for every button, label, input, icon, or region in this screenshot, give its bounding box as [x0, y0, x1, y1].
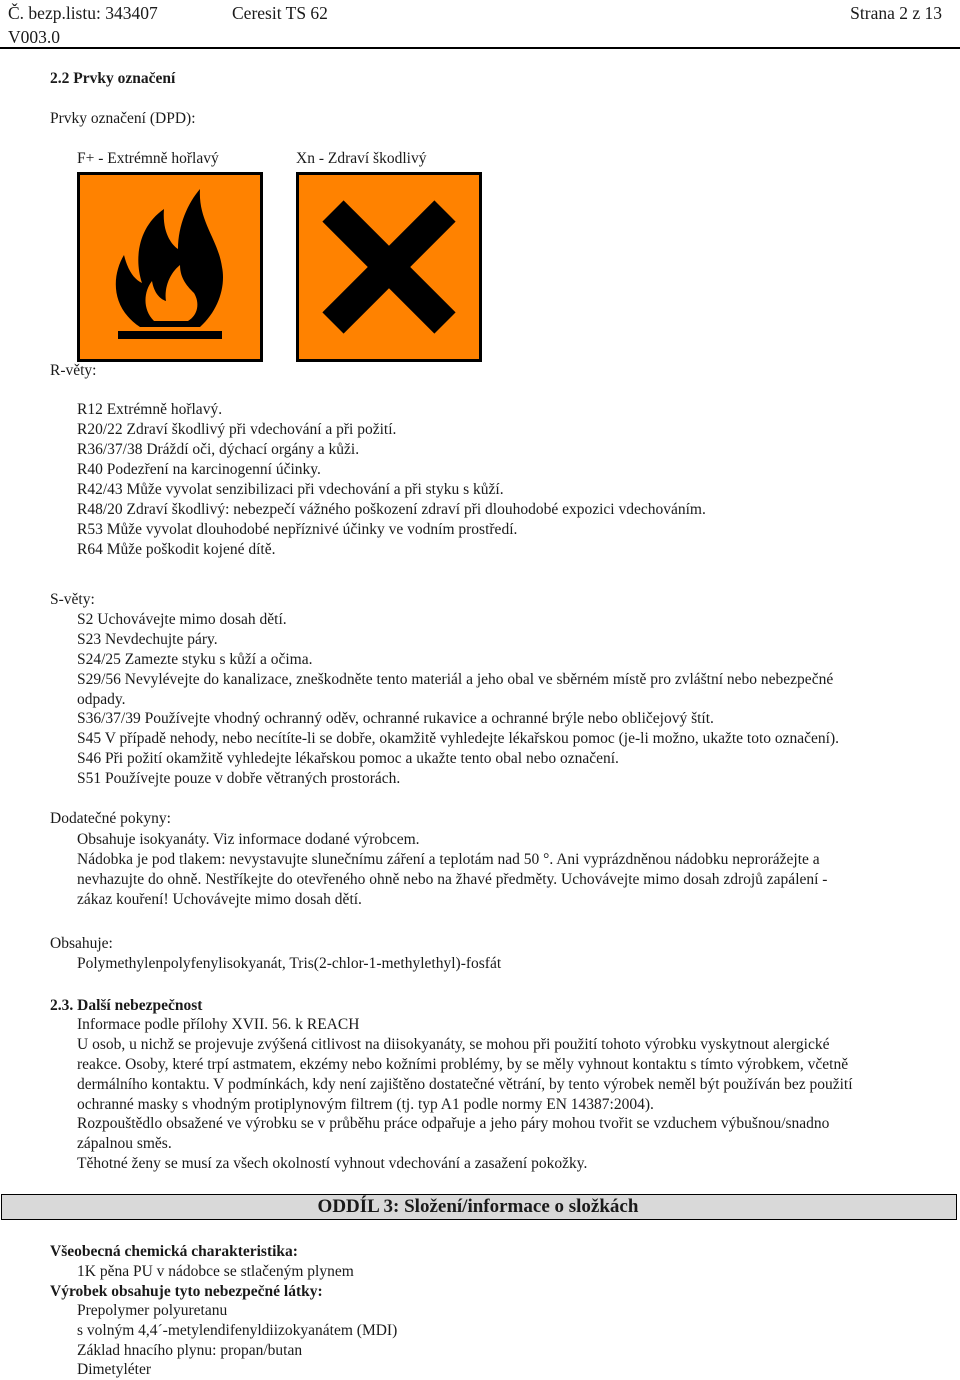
sds-number: Č. bezp.listu: 343407: [8, 3, 158, 23]
hazard-line: zápalnou směs.: [77, 1135, 172, 1152]
r-phrase-line: R53 Může vyvolat dlouhodobé nepříznivé účinky ve vodním prostředí.: [77, 521, 518, 538]
s-phrase-line: S45 V případě nehody, nebo necítíte-li se dobře, okamžitě vyhledejte lékařskou pomoc (je-li možno, ukažte toto označení).: [77, 730, 839, 747]
hazard-line: Informace podle přílohy XVII. 56. k REACH: [77, 1016, 360, 1033]
hazardous-substances-label: Výrobek obsahuje tyto nebezpečné látky:: [50, 1283, 323, 1300]
additional-line: zákaz kouření! Uchovávejte mimo dosah dětí.: [77, 891, 362, 908]
page-header: [8, 3, 942, 45]
dpd-label: Prvky označení (DPD):: [50, 110, 196, 127]
general-characteristics-label: Všeobecná chemická charakteristika:: [50, 1243, 298, 1260]
s-phrase-line: S2 Uchovávejte mimo dosah dětí.: [77, 611, 287, 628]
contains-line: Polymethylenpolyfenylisokyanát, Tris(2-chlor-1-methylethyl)-fosfát: [77, 955, 502, 972]
page-number: Strana 2 z 13: [850, 3, 942, 23]
hazard-line: Rozpouštědlo obsažené ve výrobku se v průběhu práce odpařuje a jeho páry mohou tvořit se vzduchem výbušnou/snadno: [77, 1115, 830, 1132]
r-phrase-line: R20/22 Zdraví škodlivý při vdechování a při požití.: [77, 421, 397, 438]
pictogram-label-flammable: F+ - Extrémně hořlavý: [77, 150, 219, 167]
additional-line: Nádobka je pod tlakem: nevystavujte slunečnímu záření a teplotám nad 50 °. Ani vyprázdněnou nádobku neprorážejte a: [77, 851, 820, 868]
s-phrases-label: S-věty:: [50, 591, 95, 608]
substance-line: Základ hnacího plynu: propan/butan: [77, 1342, 303, 1359]
substance-line: s volným 4,4´-metylendifenyldiizokyanátem (MDI): [77, 1322, 398, 1339]
hazard-line: reakce. Osoby, které trpí astmatem, ekzémy nebo kožními problémy, by se měly vyhnout kontaktu s tímto výrobkem, včetně: [77, 1056, 849, 1073]
s-phrase-line: S46 Při požití okamžitě vyhledejte lékařskou pomoc a ukažte tento obal nebo označení.: [77, 750, 619, 767]
hazard-line: U osob, u nichž se projevuje zvýšená citlivost na diisokyanáty, se mohou při použití tohoto výrobku vyskytnout alergické: [77, 1036, 830, 1053]
r-phrase-line: R42/43 Může vyvolat senzibilizaci při vdechování a při styku s kůží.: [77, 481, 504, 498]
product-name: Ceresit TS 62: [232, 3, 328, 23]
r-phrase-line: R12 Extrémně hořlavý.: [77, 401, 223, 418]
s-phrase-line: S23 Nevdechujte páry.: [77, 631, 218, 648]
hazard-line: ochranné masky s vhodným protiplynovým filtrem (tj. typ A1 podle normy EN 14387:2004).: [77, 1096, 654, 1113]
s-phrase-line: odpady.: [77, 691, 126, 708]
s-phrase-line: S29/56 Nevylévejte do kanalizace, zneškodněte tento materiál a jeho obal ve sběrném místě pro zvláštní nebo nebezpečné: [77, 671, 834, 688]
cross-icon: [296, 172, 482, 362]
r-phrase-line: R36/37/38 Dráždí oči, dýchací orgány a kůži.: [77, 441, 360, 458]
section-3-title: ODDÍL 3: Složení/informace o složkách: [317, 1196, 639, 1217]
r-phrase-line: R48/20 Zdraví škodlivý: nebezpečí vážného poškození zdraví při dlouhodobé expozici vdechováním.: [77, 501, 706, 518]
substance-line: Prepolymer polyuretanu: [77, 1302, 228, 1319]
r-phrase-line: R64 Může poškodit kojené dítě.: [77, 541, 276, 558]
version: V003.0: [8, 27, 61, 47]
section-2-2-heading: 2.2 Prvky označení: [50, 70, 176, 87]
additional-line: Obsahuje isokyanáty. Viz informace dodané výrobcem.: [77, 831, 420, 848]
general-characteristics-value: 1K pěna PU v nádobce se stlačeným plynem: [77, 1263, 354, 1280]
hazard-line: dermálního kontaktu. V podmínkách, kdy není zajištěno dostatečné větrání, by tento výrobek neměl být používán bez použití: [77, 1076, 853, 1093]
s-phrase-line: S24/25 Zamezte styku s kůží a očima.: [77, 651, 313, 668]
pictogram-label-harmful: Xn - Zdraví škodlivý: [296, 150, 427, 167]
header-divider: [0, 47, 960, 49]
hazard-line: Těhotné ženy se musí za všech okolností vyhnout vdechování a zasažení pokožky.: [77, 1155, 588, 1172]
section-2-3-heading: 2.3. Další nebezpečnost: [50, 997, 203, 1014]
substance-line: Dimetyléter: [77, 1361, 152, 1378]
r-phrase-line: R40 Podezření na karcinogenní účinky.: [77, 461, 321, 478]
additional-label: Dodatečné pokyny:: [50, 810, 171, 827]
flame-icon: [77, 172, 263, 362]
s-phrase-line: S51 Používejte pouze v dobře větraných prostorách.: [77, 770, 401, 787]
s-phrase-line: S36/37/39 Používejte vhodný ochranný oděv, ochranné rukavice a ochranné brýle nebo obličejový štít.: [77, 710, 714, 727]
additional-line: nevhazujte do ohně. Nestříkejte do otevřeného ohně nebo na žhavé předměty. Uchovávejte mimo dosah zdrojů zapálení -: [77, 871, 828, 888]
contains-label: Obsahuje:: [50, 935, 113, 952]
r-phrases-label: R-věty:: [50, 362, 97, 379]
